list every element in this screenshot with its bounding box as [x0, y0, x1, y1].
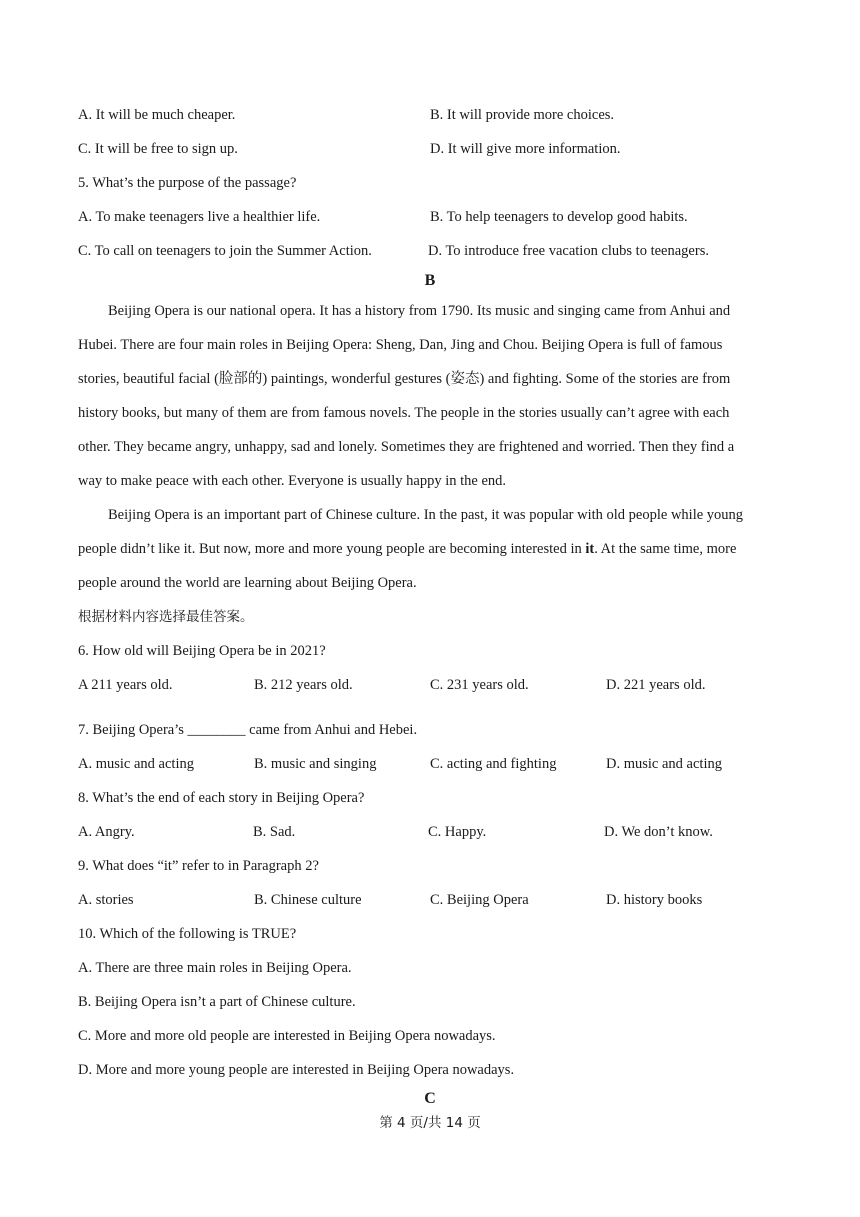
q5-option-c: C. To call on teenagers to join the Summer Action. — [78, 243, 372, 259]
paragraph-1-line-4: history books, but many of them are from famous novels. The people in the stories usually can’t agree with each — [78, 405, 730, 421]
paragraph-1-line-2: Hubei. There are four main roles in Beijing Opera: Sheng, Dan, Jing and Chou. Beijing Opera is full of famous — [78, 337, 723, 353]
q4-option-a: A. It will be much cheaper. — [78, 107, 236, 123]
q8-option-c: C. Happy. — [428, 824, 487, 840]
q8-option-d: D. We don’t know. — [604, 824, 713, 840]
page-number-text: 第 4 页/共 14 页 — [379, 1115, 481, 1131]
q7-option-a: A. music and acting — [78, 756, 194, 772]
q7-option-c: C. acting and fighting — [430, 756, 557, 772]
passage-paragraph-2 — [78, 498, 778, 600]
q8-option-a: A. Angry. — [78, 824, 135, 840]
q8-question: 8. What’s the end of each story in Beijing Opera? — [78, 790, 365, 806]
q9-option-a: A. stories — [78, 892, 134, 908]
q7-option-d: D. music and acting — [606, 756, 722, 772]
q10-option-c: C. More and more old people are interested in Beijing Opera nowadays. — [78, 1028, 496, 1044]
q6-option-b: B. 212 years old. — [254, 677, 353, 693]
paragraph-2-line-1: Beijing Opera is an important part of Chinese culture. In the past, it was popular with old people while young — [108, 507, 744, 523]
q8-option-b: B. Sad. — [253, 824, 296, 840]
q9-option-c: C. Beijing Opera — [430, 892, 529, 908]
q9-question: 9. What does “it” refer to in Paragraph 2? — [78, 858, 319, 874]
q10-question: 10. Which of the following is TRUE? — [78, 926, 297, 942]
section-b-heading: B — [424, 272, 436, 289]
q5-option-d: D. To introduce free vacation clubs to teenagers. — [428, 243, 709, 259]
section-b-instruction: 根据材料内容选择最佳答案。 — [78, 609, 254, 625]
paragraph-2-line-2-text-before: people didn’t like it. But now, more and more young people are becoming interested in — [78, 541, 586, 557]
passage-paragraph-1 — [78, 294, 778, 498]
q4-option-c: C. It will be free to sign up. — [78, 141, 238, 157]
section-c-heading: C — [424, 1090, 436, 1107]
q7-question: 7. Beijing Opera’s ________ came from Anhui and Hebei. — [78, 722, 418, 738]
paragraph-1-line-6: way to make peace with each other. Everyone is usually happy in the end. — [78, 473, 507, 489]
q6-question: 6. How old will Beijing Opera be in 2021? — [78, 643, 326, 659]
page-number-footer — [0, 1114, 860, 1132]
q10-option-b: B. Beijing Opera isn’t a part of Chinese culture. — [78, 994, 356, 1010]
paragraph-2-line-2 — [78, 532, 778, 566]
q10-option-d: D. More and more young people are interested in Beijing Opera nowadays. — [78, 1062, 515, 1078]
q4-option-b: B. It will provide more choices. — [430, 107, 615, 123]
paragraph-2-line-3: people around the world are learning about Beijing Opera. — [78, 575, 417, 591]
q4-option-d: D. It will give more information. — [430, 141, 621, 157]
q5-question: 5. What’s the purpose of the passage? — [78, 175, 297, 191]
q6-option-c: C. 231 years old. — [430, 677, 529, 693]
q5-option-a: A. To make teenagers live a healthier life. — [78, 209, 321, 225]
q10-option-a: A. There are three main roles in Beijing Opera. — [78, 960, 352, 976]
q7-option-b: B. music and singing — [254, 756, 377, 772]
paragraph-1-line-3: stories, beautiful facial (脸部的) paintings, wonderful gestures (姿态) and fighting. Some of the stories are from — [78, 371, 731, 387]
q5-option-b: B. To help teenagers to develop good habits. — [430, 209, 688, 225]
q9-option-b: B. Chinese culture — [254, 892, 362, 908]
q6-option-a: A 211 years old. — [78, 677, 173, 693]
highlighted-word-it: it — [585, 541, 595, 557]
paragraph-2-line-2-text-after: . At the same time, more — [594, 541, 737, 557]
q6-option-d: D. 221 years old. — [606, 677, 706, 693]
paragraph-1-line-1: Beijing Opera is our national opera. It has a history from 1790. Its music and singing came from Anhui and — [108, 303, 731, 319]
paragraph-1-line-5: other. They became angry, unhappy, sad and lonely. Sometimes they are frightened and worried. Then they find a — [78, 439, 735, 455]
q9-option-d: D. history books — [606, 892, 703, 908]
